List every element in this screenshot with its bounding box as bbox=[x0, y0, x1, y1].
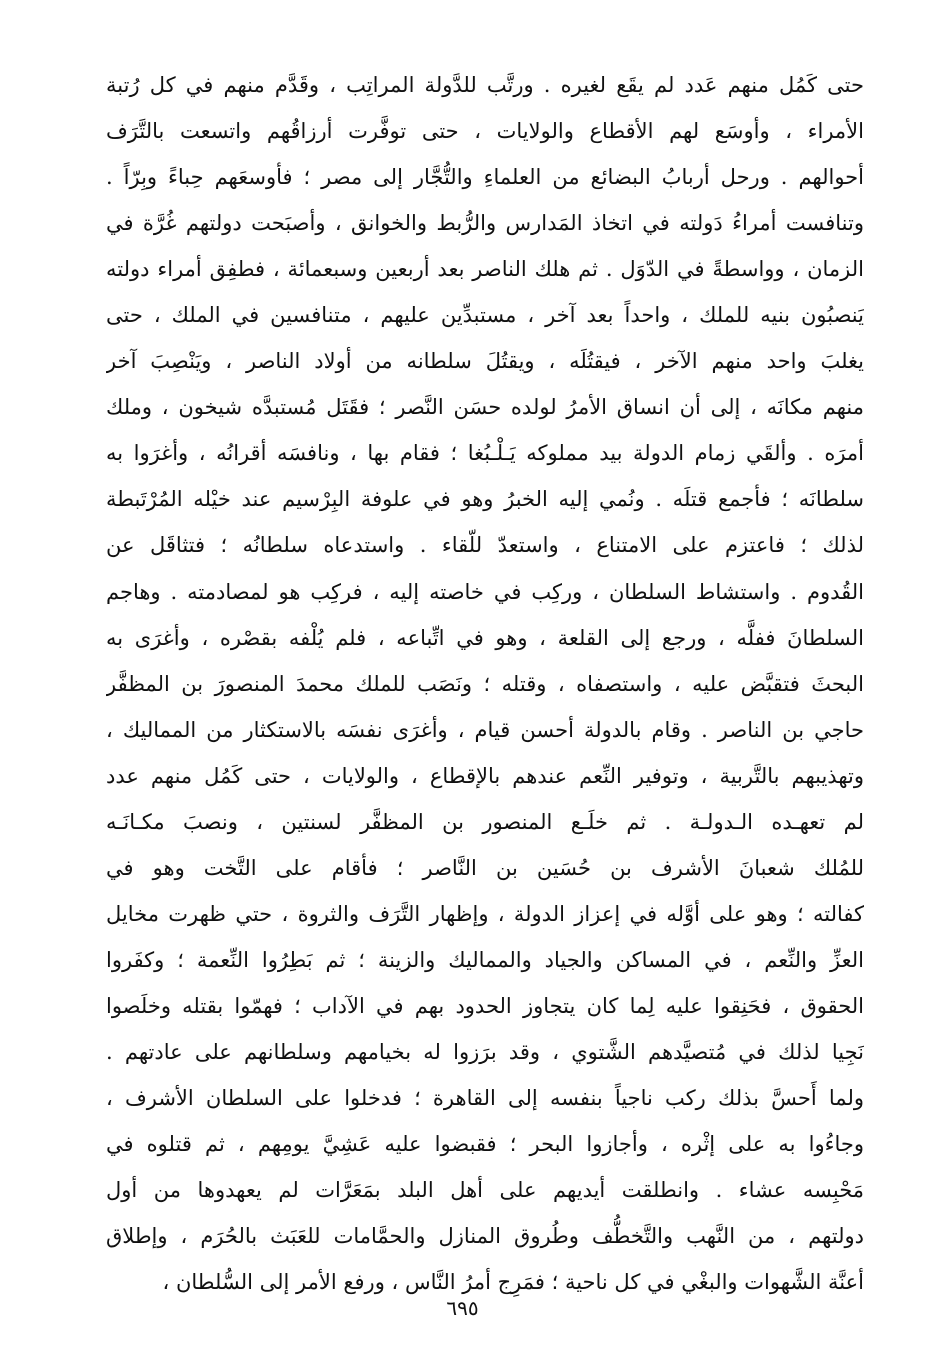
text-line: منهم مكانَه ، إلى أن انساق الأمرُ لولده حسَن النَّصر ؛ فقَتَل مُستبدَّه شيخون ، وملك bbox=[106, 395, 864, 420]
text-line: وتهذيبهم بالتَّربية ، وتوفير النِّعم عندهم بالإقطاع ، والولايات ، حتى كَمُل منهم عدد bbox=[106, 763, 864, 788]
text-line: يغلبَ واحد منهم الآخر ، فيقتُلَه ، ويقتُلَ سلطانه من أولاد الناصر ، ويَنْصِبَ آخر bbox=[106, 349, 864, 374]
text-line: أمرَه . وألقَي زمام الدولة بيد مملوكه يَـلْـبُغا ؛ فقام بها ، ونافسَه أقرانُه ، وأغرَوا به bbox=[106, 441, 864, 466]
text-line: ولما أَحسَّ بذلك ركب ناجياً بنفسه إلى القاهرة ؛ فدخلوا على السلطان الأشرف ، bbox=[106, 1086, 864, 1111]
text-line: لذلك ؛ فاعتزم على الامتناع ، واستعدّ للّقاء . واستدعاه سلطانُه ؛ فتثاقَل عن bbox=[106, 533, 864, 558]
text-line: السلطانَ ففلَّه ، ورجع إلى القلعة ، وهو في اتِّباعه ، فلم يُلْفه بقصْره ، وأغرَى به bbox=[106, 625, 864, 650]
text-line: حاجي بن الناصر . وقام بالدولة أحسن قيام ، وأغرَى نفسَه بالاستكثار من المماليك ، bbox=[106, 717, 864, 742]
text-line: حتى كَمُل منهم عَدد لم يقَع لغيره . ورتَّب للدَّولة المراتِب ، وقَدَّم منهم في كل رُتبة bbox=[106, 73, 864, 97]
text-line: وجاءُوا به على إثْره ، وأجازوا البحر ؛ فقبضوا عليه عَشِيَّ يومِهم ، ثم قتلوه في bbox=[106, 1132, 864, 1157]
text-line: وتنافست أمراءُ دَولته في اتخاذ المَدارس والرُّبط والخوانق ، وأصبَحت دولتهم غُرَّة في bbox=[106, 211, 864, 236]
text-line: الحقوق ، فحَنِقوا عليه لِما كان يتجاوز الحدود بهم في الآداب ؛ فهمّوا بقتله وخلَصوا bbox=[106, 993, 864, 1018]
body-text bbox=[106, 62, 864, 1305]
text-line: الأمراء ، وأوسَع لهم الأقطاع والولايات ، حتى توفَّرت أرزاقُهم واتسعت بالتَّرَف bbox=[106, 119, 864, 144]
page-number: ٦٩٥ bbox=[446, 1296, 479, 1320]
text-line: نَجِيا لذلك في مُتصيَّدهم الشَّتوي ، وقد برَزوا له بخيامهم وسلطانهم على عادتهم . bbox=[106, 1039, 864, 1064]
text-line: أحوالهم . ورحل أربابُ البضائع من العلماءِ والتُّجَّار إلى مصر ؛ فأوسعَهم حِباءً وبِرّاً . bbox=[106, 165, 864, 190]
text-line: يَنصبُون بنيه للملك ، واحداً بعد آخر ، مستبدِّين عليهم ، متنافسين في الملك ، حتى bbox=[106, 303, 864, 328]
text-line: دولتهم ، من النَّهب والتَّخطُّف وطُروق المنازل والحمَّامات للعَبَث بالحُرَم ، وإطلاق bbox=[106, 1224, 864, 1249]
text-line: الزمان ، وواسطةً في الدّوَل . ثم هلك الناصر بعد أربعين وسبعمائة ، فطفِق أمراء دولته bbox=[106, 257, 864, 282]
text-line: البحثَ فتقبَّض عليه ، واستصفاه ، وقتله ؛ ونَصَب للملك محمدَ المنصورَ بن المظفَّر bbox=[106, 671, 864, 696]
text-line: لم تعهـده الـدولـة . ثم خلَـع المنصور بن المظفَّر لسنتين ، ونصبَ مكـانَـه bbox=[106, 809, 864, 834]
text-line: العزِّ والنِّعم ، في المساكن والجياد والمماليك والزينة ؛ ثم بَطِرُوا النِّعمة ؛ وكفَروا bbox=[106, 947, 864, 972]
text-line: أعنَّة الشَّهوات والبغْي في كل ناحية ؛ فمَرِج أمرُ النَّاس ، ورفع الأمر إلى السُّلطان ، bbox=[162, 1270, 864, 1295]
text-line: للمُلك شعبانَ الأشرف بن حُسَين بن النَّاصر ؛ فأقام على التَّخت وهو في bbox=[106, 855, 864, 880]
text-line: مَحْبِسه عشاء . وانطلقت أيديهم على أهل البلد بمَعَرَّات لم يعهدوها من أول bbox=[106, 1178, 864, 1203]
text-line: كفالته ؛ وهو على أوَّله في إعزاز الدولة ، وإظهار التَّرَف والثروة ، حتي ظهرت مخايل bbox=[106, 901, 864, 926]
text-line: سلطانَه ؛ فأجمع قتلَه . ونُمي إليه الخبرُ وهو في علوفة البِرْسيم عند خيْله المُرْتَبطة bbox=[106, 487, 864, 512]
text-line: القُدوم . واستشاط السلطان ، وركِب في خاصته إليه ، فركِب هو لمصادمته . وهاجم bbox=[106, 579, 864, 604]
